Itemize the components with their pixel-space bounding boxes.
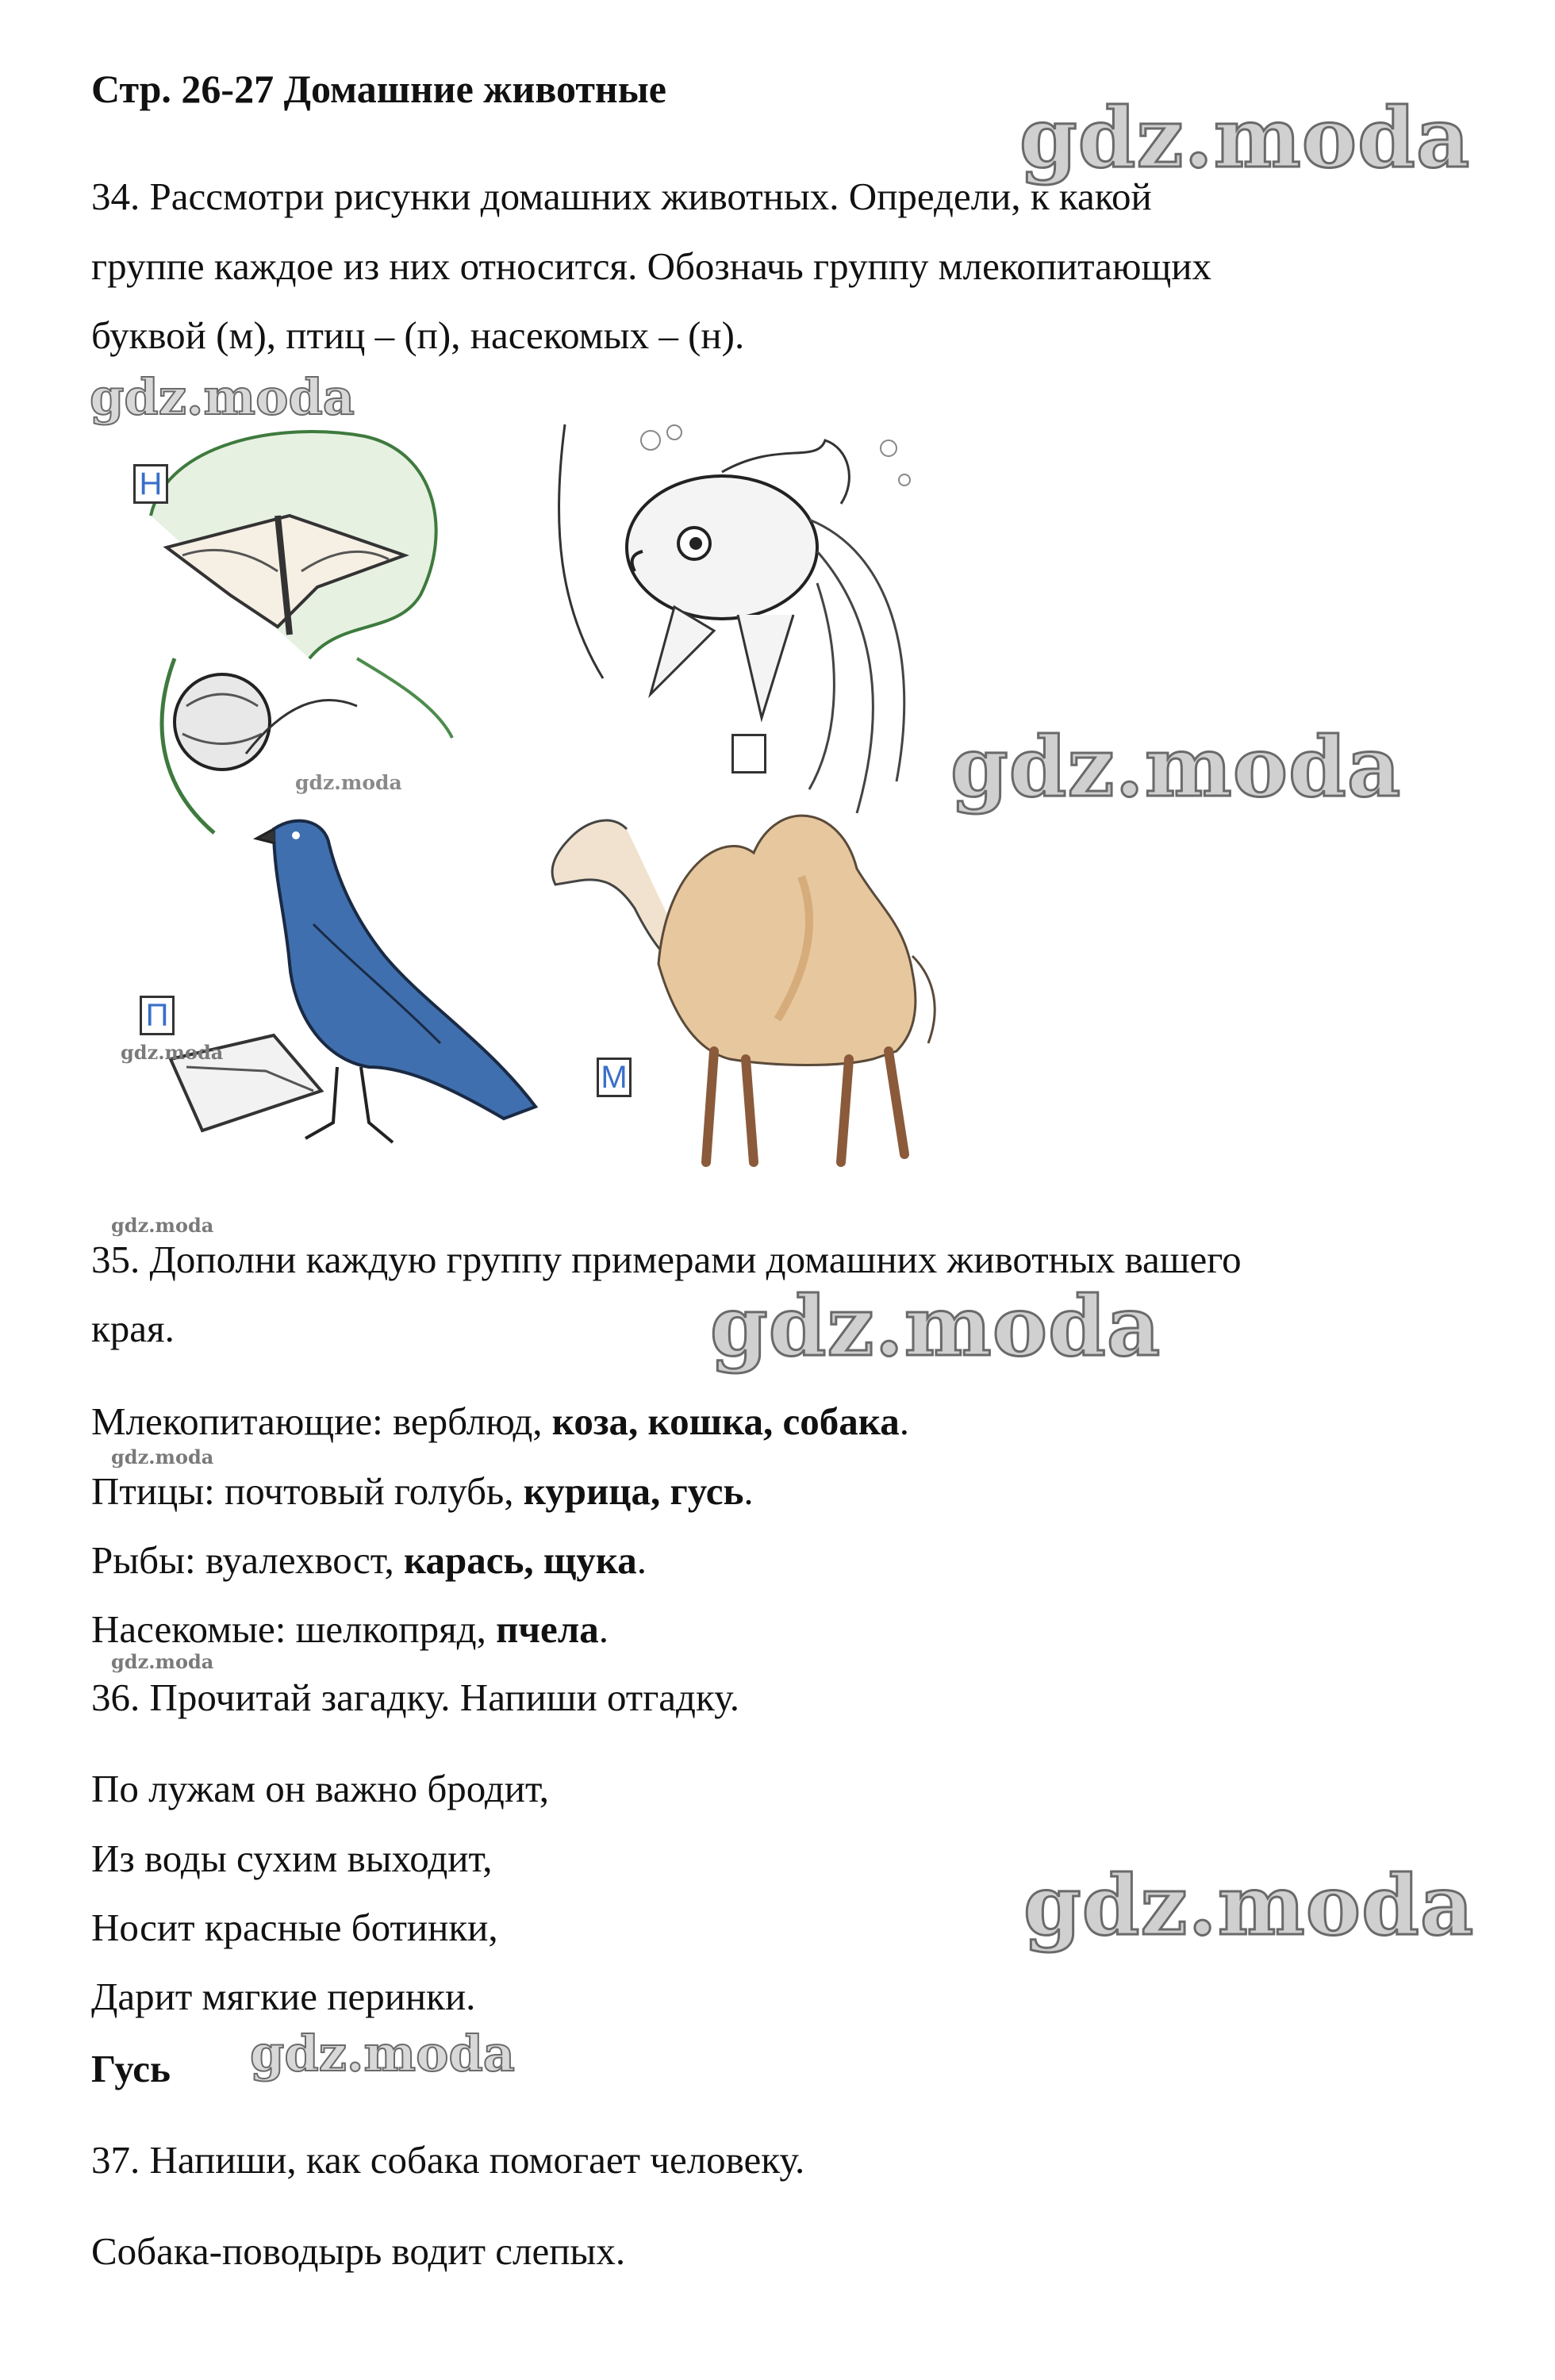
watermark: gdz.moda [1023, 1856, 1475, 1954]
answer-row-fish [91, 1537, 647, 1584]
group-label: Птицы: почтовый голубь, [91, 1469, 524, 1513]
riddle-line: Дарит мягкие перинки. [91, 1975, 476, 2018]
group-answer: коза, кошка, собака [551, 1399, 900, 1443]
group-label: Рыбы: вуалехвост, [91, 1538, 404, 1582]
camel-mark-box: М [597, 1058, 632, 1097]
answer-row-mammals [91, 1398, 909, 1445]
goldfish-mark-box [731, 734, 766, 774]
task37-answer: Собака-поводырь водит слепых. [91, 2229, 626, 2273]
group-answer: курица, гусь [523, 1469, 744, 1513]
watermark: gdz.moda [950, 718, 1402, 816]
riddle-line: Из воды сухим выходит, [91, 1837, 493, 1880]
group-end: . [598, 1607, 609, 1651]
pigeon-mark-box: П [140, 996, 175, 1035]
silkworm-mark-box: Н [133, 464, 168, 504]
group-end: . [636, 1538, 647, 1582]
watermark: gdz.moda [90, 368, 355, 426]
task34-text-line3: буквой (м), птиц – (п), насекомых – (н). [91, 313, 745, 357]
riddle-line: Носит красные ботинки, [91, 1906, 498, 1949]
silkworm-illustration [119, 420, 468, 865]
task34-text-line1: 34. Рассмотри рисунки домашних животных. Определи, к какой [91, 175, 1152, 218]
pigeon-illustration [155, 805, 543, 1154]
watermark: gdz.moda [111, 1445, 214, 1468]
watermark: gdz.moda [710, 1277, 1161, 1375]
group-end: . [743, 1469, 754, 1513]
watermark: gdz.moda [1019, 89, 1471, 186]
answer-row-insects [91, 1606, 609, 1653]
watermark: gdz.moda [250, 2025, 515, 2082]
camel-illustration [539, 781, 952, 1178]
riddle-answer: Гусь [91, 2047, 171, 2090]
page-title: Стр. 26-27 Домашние животные [91, 67, 666, 111]
task36-prompt: 36. Прочитай загадку. Напиши отгадку. [91, 1676, 739, 1719]
group-label: Насекомые: шелкопряд, [91, 1607, 497, 1651]
group-answer: карась, щука [403, 1538, 637, 1582]
task35-text-line2: края. [91, 1307, 175, 1350]
watermark: gdz.moda [111, 1650, 214, 1673]
watermark: gdz.moda [121, 1041, 224, 1064]
task37-prompt: 37. Напиши, как собака помогает человеку. [91, 2138, 805, 2182]
answer-row-birds [91, 1468, 754, 1515]
task34-text-line2: группе каждое из них относится. Обозначь группу млекопитающих [91, 244, 1211, 288]
group-label: Млекопитающие: верблюд, [91, 1399, 552, 1443]
group-answer: пчела [496, 1607, 599, 1651]
watermark: gdz.moda [111, 1214, 214, 1237]
watermark: gdz.moda [295, 771, 402, 794]
task35-text-line1: 35. Дополни каждую группу примерами домашних животных вашего [91, 1238, 1242, 1281]
group-end: . [899, 1399, 909, 1443]
riddle-line: По лужам он важно бродит, [91, 1767, 549, 1810]
